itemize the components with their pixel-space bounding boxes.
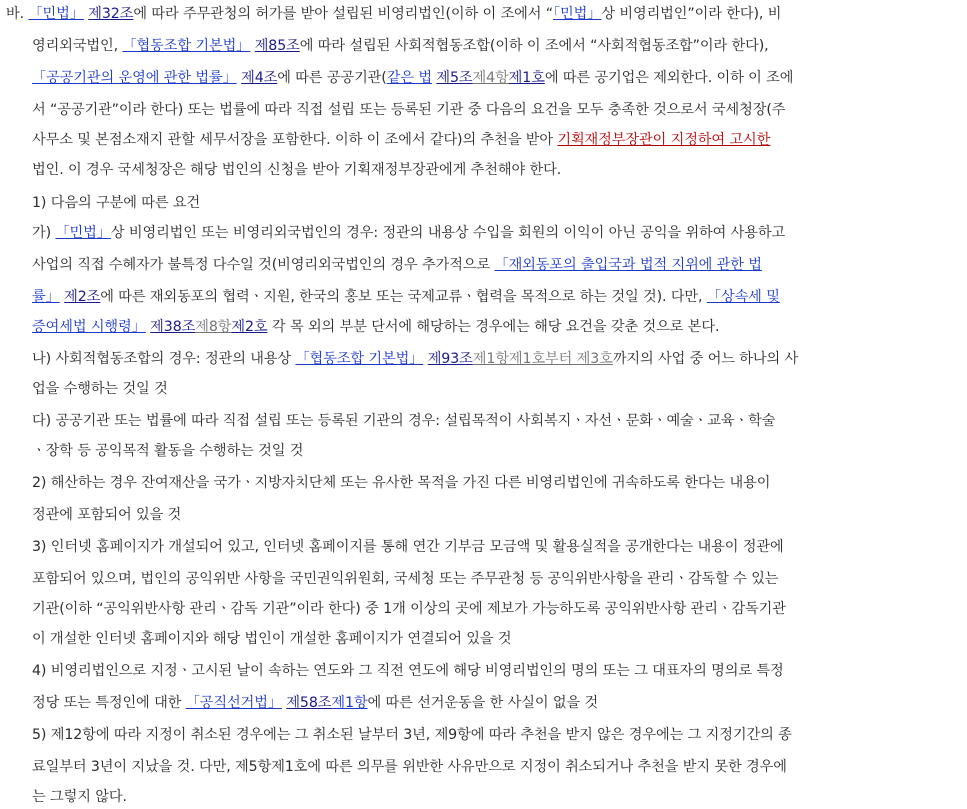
law-reference-link[interactable]: 제1호부터 제3호 xyxy=(508,351,613,367)
law-reference-link[interactable]: 「민법」 xyxy=(553,6,602,22)
text-segment: 바. xyxy=(6,6,29,22)
text-segment: 영리외국법인, xyxy=(32,38,123,54)
law-reference-link[interactable]: 제32조 xyxy=(88,6,134,22)
law-reference-link[interactable]: 「협동조합 기본법」 xyxy=(122,38,251,54)
text-line xyxy=(32,286,780,308)
law-reference-link[interactable]: 기획재정부장관이 지정하여 고시한 xyxy=(557,132,771,148)
text-line xyxy=(32,410,775,432)
law-reference-link[interactable]: 「상속세 및 xyxy=(706,289,780,305)
text-segment: 5) 제12항에 따라 지정이 취소된 경우에는 그 취소된 날부터 3년, 제9항에 따라 추천을 받지 않은 경우에는 그 지정기간의 종 xyxy=(32,727,792,743)
text-segment: 에 따라 주무관청의 허가를 받아 설립된 비영리법인(이하 이 조에서 “ xyxy=(133,6,554,22)
law-reference-link[interactable]: 같은 법 xyxy=(386,70,432,86)
text-line xyxy=(32,692,598,714)
text-line xyxy=(32,192,200,214)
law-reference-link[interactable]: 제1항 xyxy=(331,695,368,711)
law-reference-link[interactable]: 률」 xyxy=(32,289,60,305)
text-segment: 에 따라 설립된 사회적협동조합(이하 이 조에서 “사회적협동조합”이라 한다), xyxy=(299,38,769,54)
text-line xyxy=(32,724,792,746)
law-reference-link[interactable]: 제8항 xyxy=(195,319,232,335)
text-segment: 2) 해산하는 경우 잔여재산을 국가ㆍ지방자치단체 또는 유사한 목적을 가진 다른 비영리법인에 귀속하도록 한다는 내용이 xyxy=(32,475,771,491)
text-segment: 정당 또는 특정인에 대한 xyxy=(32,695,186,711)
law-reference-link[interactable]: 제2조 xyxy=(64,289,101,305)
text-segment: 1) 다음의 구분에 따른 요건 xyxy=(32,195,201,211)
text-line xyxy=(32,378,168,400)
text-segment: 에 따른 재외동포의 협력ㆍ지원, 한국의 홍보 또는 국제교류ㆍ협력을 목적으로 하는 것일 것). 다만, xyxy=(100,289,707,305)
text-line xyxy=(32,222,785,244)
text-line xyxy=(32,35,769,57)
text-line xyxy=(6,3,781,25)
law-reference-link[interactable]: 「공공기관의 운영에 관한 법률」 xyxy=(32,70,237,86)
text-segment: 정관에 포함되어 있을 것 xyxy=(32,507,182,523)
text-segment: 각 목 외의 부분 단서에 해당하는 경우에는 해당 요건을 갖춘 것으로 본다. xyxy=(267,319,720,335)
text-segment: 기관(이하 “공익위반사항 관리ㆍ감독 기관”이라 한다) 중 1개 이상의 곳에 제보가 가능하도록 공익위반사항 관리ㆍ감독기관 xyxy=(32,601,786,617)
text-segment: 다) 공공기관 또는 법률에 따라 직접 설립 또는 등록된 기관의 경우: 설립목적이 사회복지ㆍ자선ㆍ문화ㆍ예술ㆍ교육ㆍ학술 xyxy=(32,413,776,429)
law-reference-link[interactable]: 제58조 xyxy=(286,695,332,711)
text-line xyxy=(32,660,784,682)
text-line xyxy=(32,504,181,526)
text-segment: 상 비영리법인 또는 비영리외국법인의 경우: 정관의 내용상 수입을 회원의 이익이 아닌 공익을 위하여 사용하고 xyxy=(110,225,786,241)
law-reference-link[interactable]: 제2호 xyxy=(231,319,268,335)
text-segment: 상 비영리법인”이라 한다), 비 xyxy=(601,6,782,22)
text-segment: 료일부터 3년이 지났을 것. 다만, 제5항제1호에 따른 의무를 위반한 사유만으로 지정이 취소되거나 추천을 받지 못한 경우에 xyxy=(32,759,787,775)
text-line xyxy=(32,628,511,650)
text-segment: 에 따른 공기업은 제외한다. 이하 이 조에 xyxy=(544,70,794,86)
text-line xyxy=(32,129,770,151)
text-segment: 서 “공공기관”이라 한다) 또는 법률에 따라 직접 설립 또는 등록된 기관 중 다음의 요건을 모두 충족한 것으로서 국세청장(주 xyxy=(32,102,786,118)
text-segment: 에 따른 공공기관( xyxy=(277,70,387,86)
text-segment: 에 따른 선거운동을 한 사실이 없을 것 xyxy=(367,695,599,711)
text-segment: ㆍ장학 등 공익목적 활동을 수행하는 것일 것 xyxy=(32,443,304,459)
law-reference-link[interactable]: 제4조 xyxy=(241,70,278,86)
text-line xyxy=(32,536,784,558)
text-line xyxy=(32,316,719,338)
text-segment: 4) 비영리법인으로 지정ㆍ고시된 날이 속하는 연도와 그 직전 연도에 해당 비영리법인의 명의 또는 그 대표자의 명의로 특정 xyxy=(32,663,784,679)
text-line xyxy=(32,756,787,778)
law-reference-link[interactable]: 제1항 xyxy=(472,351,509,367)
text-segment: 가) xyxy=(32,225,56,241)
law-reference-link[interactable]: 「민법」 xyxy=(55,225,111,241)
text-line xyxy=(32,568,778,590)
text-line xyxy=(32,254,762,276)
text-segment: 까지의 사업 중 어느 하나의 사 xyxy=(612,351,799,367)
law-reference-link[interactable]: 증여세법 시행령」 xyxy=(32,319,146,335)
text-line xyxy=(32,472,770,494)
law-reference-link[interactable]: 「민법」 xyxy=(28,6,84,22)
text-line xyxy=(32,440,303,462)
law-reference-link[interactable]: 「공직선거법」 xyxy=(185,695,282,711)
text-segment: 는 그렇지 않다. xyxy=(32,789,127,805)
law-reference-link[interactable]: 제93조 xyxy=(427,351,473,367)
text-segment: 업을 수행하는 것일 것 xyxy=(32,381,168,397)
text-line xyxy=(32,159,561,181)
law-reference-link[interactable]: 제38조 xyxy=(150,319,196,335)
text-line xyxy=(32,786,127,808)
law-reference-link[interactable]: 제5조 xyxy=(436,70,473,86)
text-segment: 포함되어 있으며, 법인의 공익위반 사항을 국민권익위원회, 국세청 또는 주무관청 등 공익위반사항을 관리ㆍ감독할 수 있는 xyxy=(32,571,779,587)
text-line xyxy=(32,348,798,370)
text-line xyxy=(32,67,793,89)
law-reference-link[interactable]: 「재외동포의 출입국과 법적 지위에 관한 법 xyxy=(494,257,762,273)
text-segment: 사무소 및 본점소재지 관할 세무서장을 포함한다. 이하 이 조에서 같다)의 추천을 받아 xyxy=(32,132,558,148)
law-reference-link[interactable]: 「협동조합 기본법」 xyxy=(295,351,424,367)
law-reference-link[interactable]: 제4항 xyxy=(472,70,509,86)
text-line xyxy=(32,598,786,620)
text-line xyxy=(32,99,785,121)
text-segment: 이 개설한 인터넷 홈페이지와 해당 법인이 개설한 홈페이지가 연결되어 있을 것 xyxy=(32,631,512,647)
law-reference-link[interactable]: 제1호 xyxy=(508,70,545,86)
text-segment: 법인. 이 경우 국세청장은 해당 법인의 신청을 받아 기획재정부장관에게 추천해야 한다. xyxy=(32,162,562,178)
text-segment: 3) 인터넷 홈페이지가 개설되어 있고, 인터넷 홈페이지를 통해 연간 기부금 모금액 및 활용실적을 공개한다는 내용이 정관에 xyxy=(32,539,784,555)
law-reference-link[interactable]: 제85조 xyxy=(254,38,300,54)
text-segment: 사업의 직접 수혜자가 불특정 다수일 것(비영리외국법인의 경우 추가적으로 xyxy=(32,257,495,273)
text-segment: 나) 사회적협동조합의 경우: 정관의 내용상 xyxy=(32,351,296,367)
